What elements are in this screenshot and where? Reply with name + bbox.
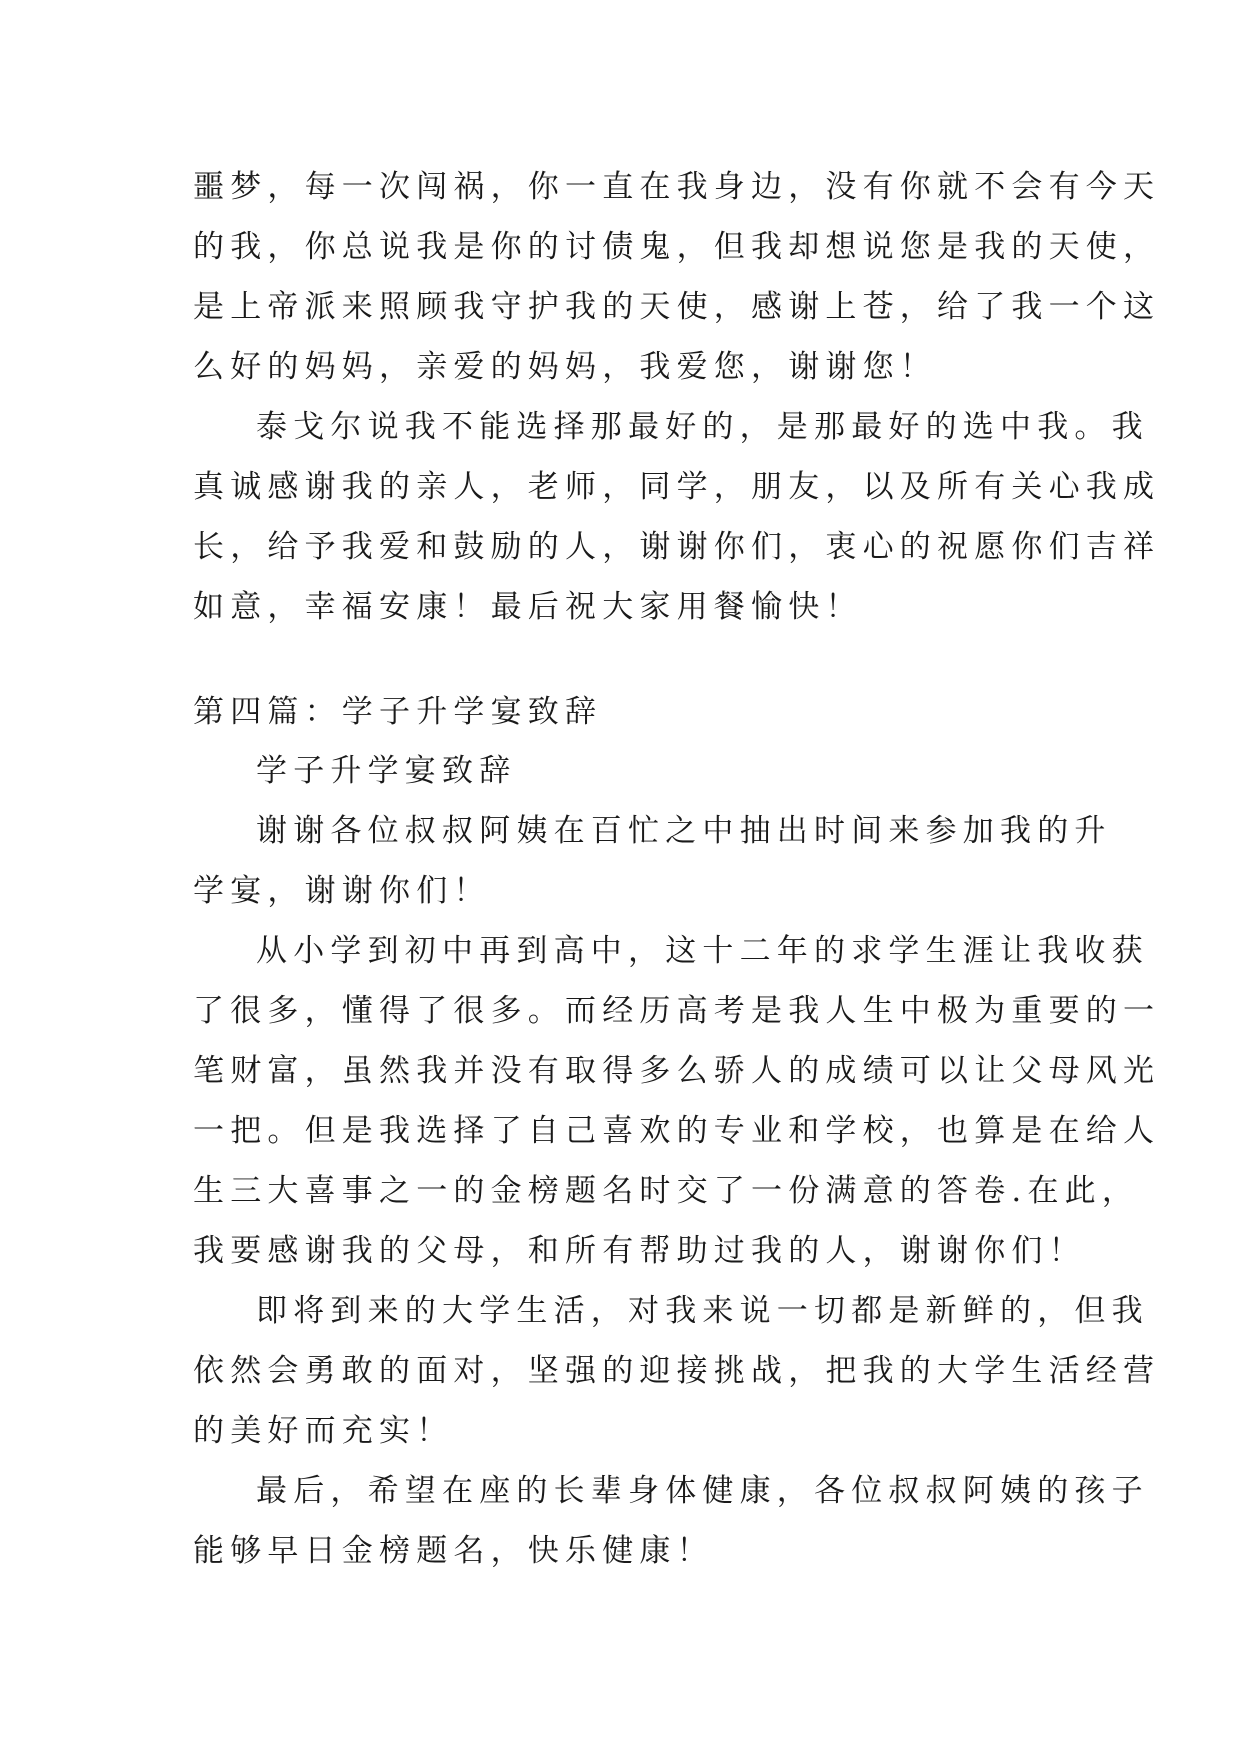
article-subtitle: 学子升学宴致辞 [256, 753, 517, 789]
paragraph-line: 真诚感谢我的亲人，老师，同学，朋友，以及所有关心我成 [193, 469, 1161, 505]
paragraph-line: 么好的妈妈，亲爱的妈妈，我爱您，谢谢您！ [193, 349, 937, 385]
paragraph-line: 最后，希望在座的长辈身体健康，各位叔叔阿姨的孩子 [256, 1473, 1149, 1509]
paragraph-line: 即将到来的大学生活，对我来说一切都是新鲜的，但我 [256, 1293, 1149, 1329]
paragraph-line: 的美好而充实！ [193, 1413, 454, 1449]
paragraph-line: 一把。但是我选择了自己喜欢的专业和学校，也算是在给人 [193, 1113, 1161, 1149]
paragraph-line: 谢谢各位叔叔阿姨在百忙之中抽出时间来参加我的升 [256, 813, 1112, 849]
paragraph-line: 能够早日金榜题名，快乐健康！ [193, 1533, 714, 1569]
paragraph-line: 泰戈尔说我不能选择那最好的，是那最好的选中我。我 [256, 409, 1149, 445]
paragraph-line: 生三大喜事之一的金榜题名时交了一份满意的答卷.在此， [193, 1173, 1140, 1209]
paragraph-line: 的我，你总说我是你的讨债鬼，但我却想说您是我的天使， [193, 229, 1161, 265]
paragraph-line: 噩梦，每一次闯祸，你一直在我身边，没有你就不会有今天 [193, 169, 1161, 205]
paragraph-line: 依然会勇敢的面对，坚强的迎接挑战，把我的大学生活经营 [193, 1353, 1161, 1389]
paragraph-line: 长，给予我爱和鼓励的人，谢谢你们，衷心的祝愿你们吉祥 [193, 529, 1161, 565]
paragraph-line: 是上帝派来照顾我守护我的天使，感谢上苍，给了我一个这 [193, 289, 1161, 325]
paragraph-line: 如意，幸福安康！最后祝大家用餐愉快！ [193, 589, 863, 625]
paragraph-line: 我要感谢我的父母，和所有帮助过我的人，谢谢你们！ [193, 1233, 1086, 1269]
paragraph-line: 了很多，懂得了很多。而经历高考是我人生中极为重要的一 [193, 993, 1161, 1029]
section-heading: 第四篇：学子升学宴致辞 [193, 694, 603, 730]
paragraph-line: 从小学到初中再到高中，这十二年的求学生涯让我收获 [256, 933, 1149, 969]
paragraph-line: 学宴，谢谢你们！ [193, 873, 491, 909]
paragraph-line: 笔财富，虽然我并没有取得多么骄人的成绩可以让父母风光 [193, 1053, 1161, 1089]
